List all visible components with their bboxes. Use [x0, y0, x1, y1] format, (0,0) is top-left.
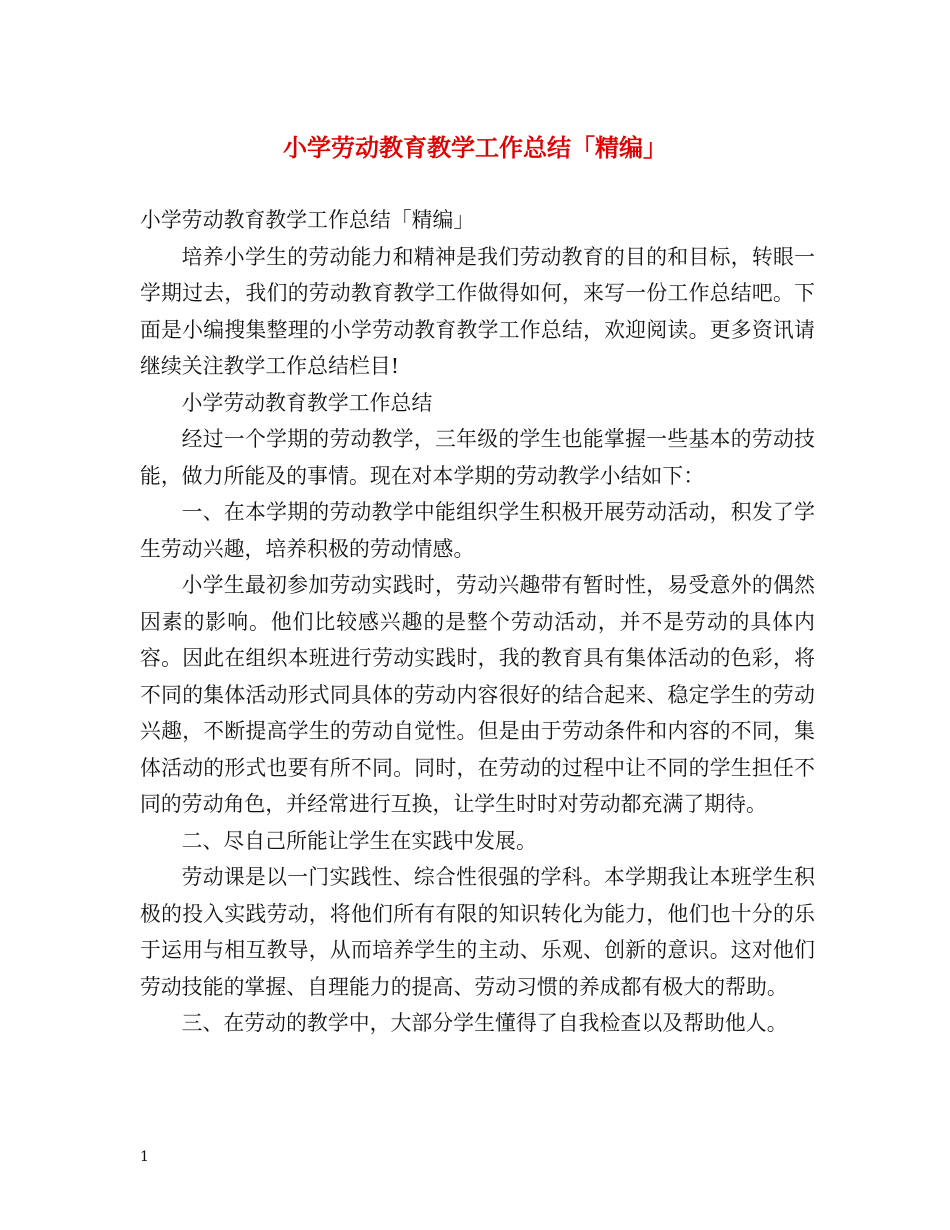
summary-paragraph: 经过一个学期的劳动教学，三年级的学生也能掌握一些基本的劳动技能，做力所能及的事情。现在对本学期的劳动教学小结如下：: [140, 427, 815, 488]
point-one-heading: 一、在本学期的劳动教学中能组织学生积极开展劳动活动，积发了学生劳动兴趣，培养积极的劳动情感。: [140, 500, 815, 561]
document-body: [140, 202, 815, 1042]
subtitle-paragraph: 小学劳动教育教学工作总结「精编」: [140, 208, 475, 232]
page-number: 1: [140, 1149, 149, 1165]
intro-paragraph: 培养小学生的劳动能力和精神是我们劳动教育的目的和目标，转眼一学期过去，我们的劳动教育教学工作做得如何，来写一份工作总结吧。下面是小编搜集整理的小学劳动教育教学工作总结，欢迎阅读。更多资讯请继续关注教学工作总结栏目!: [140, 244, 815, 378]
point-two-heading: 二、尽自己所能让学生在实践中发展。: [181, 828, 537, 853]
point-three-heading: 三、在劳动的教学中，大部分学生懂得了自我检查以及帮助他人。: [181, 1011, 788, 1035]
point-two-paragraph: 劳动课是以一门实践性、综合性很强的学科。本学期我让本班学生积极的投入实践劳动，将他们所有有限的知识转化为能力，他们也十分的乐于运用与相互教导，从而培养学生的主动、乐观、创新的意识。这对他们劳动技能的掌握、自理能力的提高、劳动习惯的养成都有极大的帮助。: [140, 865, 815, 999]
section-heading: 小学劳动教育教学工作总结: [181, 390, 433, 415]
point-one-paragraph: 小学生最初参加劳动实践时，劳动兴趣带有暂时性，易受意外的偶然因素的影响。他们比较感兴趣的是整个劳动活动，并不是劳动的具体内容。因此在组织本班进行劳动实践时，我的教育具有集体活动的色彩，将不同的集体活动形式同具体的劳动内容很好的结合起来、稳定学生的劳动兴趣，不断提高学生的劳动自觉性。但是由于劳动条件和内容的不同，集体活动的形式也要有所不同。同时，在劳动的过程中让不同的学生担任不同的劳动角色，并经常进行互换，让学生时时对劳动都充满了期待。: [140, 573, 815, 816]
document-title: 小学劳动教育教学工作总结「精编」: [283, 133, 667, 162]
